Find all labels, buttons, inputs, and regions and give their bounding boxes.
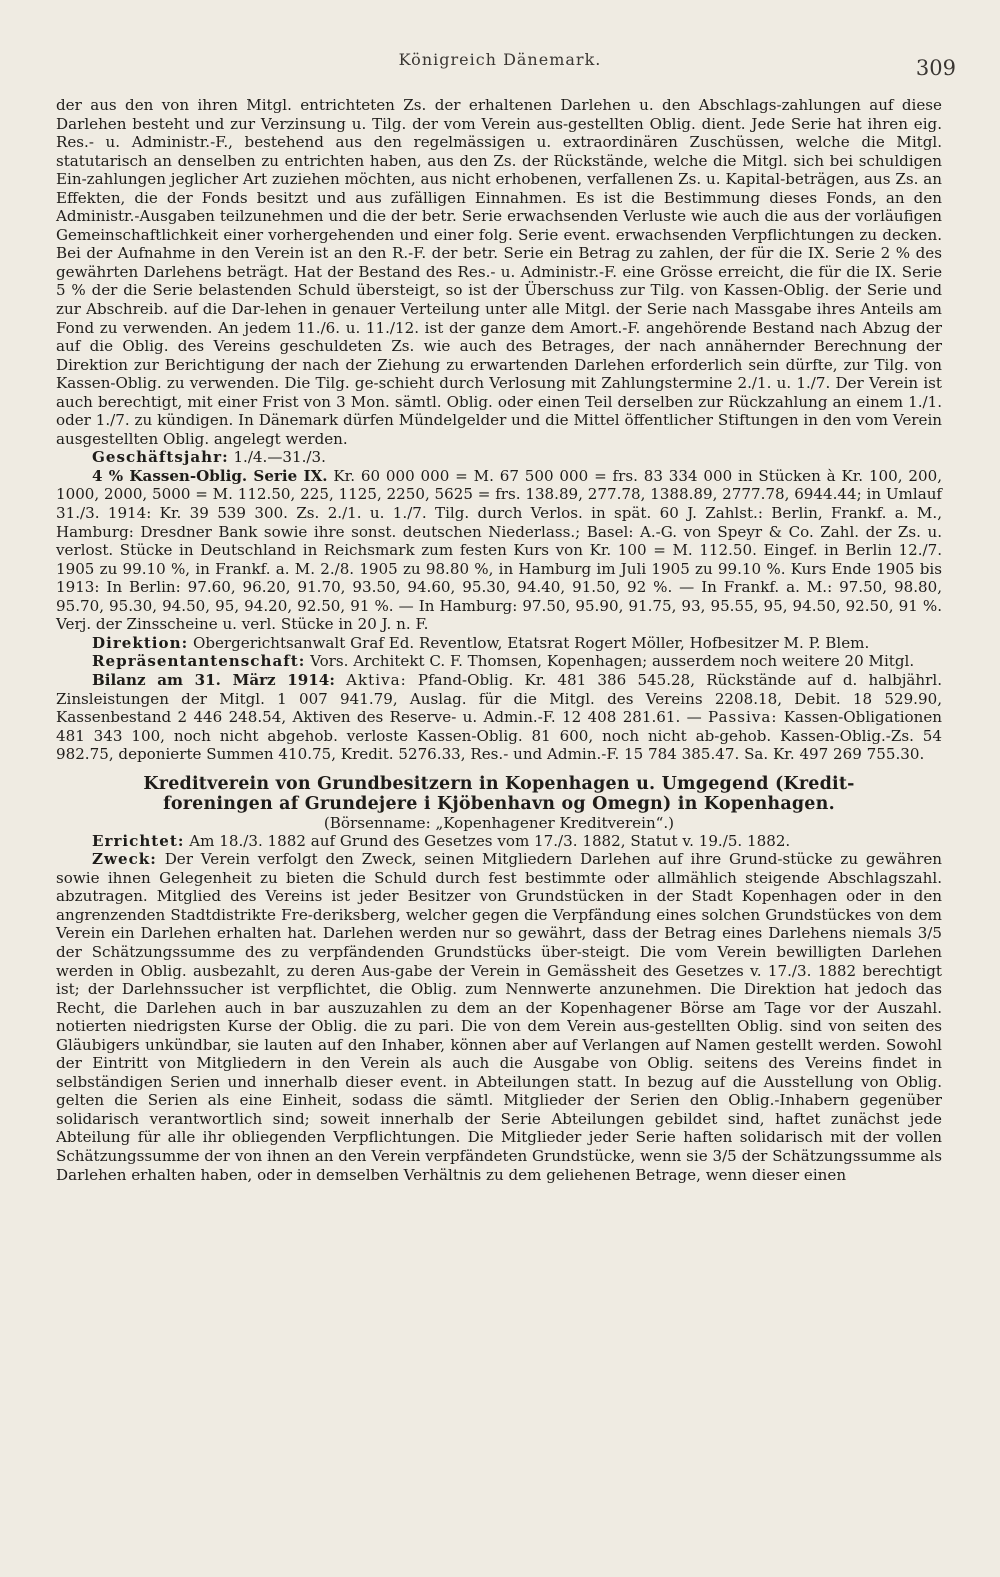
page-number: 309 [915, 56, 956, 80]
field-label: Aktiva: [346, 670, 407, 689]
section-heading-line: foreningen af Grundejere i Kjöbenhavn og Omegn) in Kopenhagen. [163, 793, 835, 814]
field-label: Passiva: [708, 708, 778, 727]
field-label: 4 % Kassen-Oblig. Serie IX. [92, 466, 328, 485]
body-paragraph: der aus den von ihren Mitgl. entrichteten Zs. der erhaltenen Darlehen u. den Abschlags-zahlungen auf diese Darlehen besteht und zur Verzinsung u. Tilg. der vom Verein aus-gestellten Oblig. dient. Jede Serie hat ihren eig. Res.- u. Administr.-F., bestehend aus den regelmässigen u. extraordinären Zuschüssen, welche die Mitgl. statutarisch an denselben zu entrichten haben, aus den Zs. der Rückstände, welche die Mitgl. sich bei schuldigen Ein-zahlungen jeglicher Art zuziehen möchten, aus nicht erhobenen, verfallenen Zs. u. Kapital-beträgen, aus Zs. an Effekten, die der Fonds besitzt und aus zufälligen Einnahmen. Es ist die Bestimmung dieses Fonds, an den Administr.-Ausgaben teilzunehmen und die der betr. Serie erwachsenden Verluste wie auch die aus der vorläufigen Gemeinschaftlichkeit einer vorhergehenden und einer folg. Serie event. erwachsenden Verpflichtungen zu decken. Bei der Aufnahme in den Verein ist an den R.-F. der betr. Serie ein Betrag zu zahlen, der für die IX. Serie 2 % des gewährten Darlehens beträgt. Hat der Bestand des Res.- u. Administr.-F. eine Grösse erreicht, die für die IX. Serie 5 % der die Serie belastenden Schuld übersteigt, so ist der Überschuss zur Tilg. von Kassen-Oblig. der Serie und zur Abschreib. auf die Dar-lehen in genauer Verteilung unter alle Mitgl. der Serie nach Massgabe ihres Anteils am Fond zu verwenden. An jedem 11./6. u. 11./12. ist der ganze dem Amort.-F. angehörende Bestand nach Abzug der auf die Oblig. des Vereins geschuldeten Zs. wie auch des Betrages, der nach annähernder Berechnung der Direktion zur Berichtigung der nach der Ziehung zu erwartenden Darlehen erforderlich sein dürfte, zur Tilg. von Kassen-Oblig. zu verwenden. Die Tilg. ge-schieht durch Verlosung mit Zahlungstermine 2./1. u. 1./7. Der Verein ist auch berechtigt, mit einer Frist von 3 Mon. sämtl. Oblig. oder einen Teil derselben zur Rückzahlung an einem 1./1. oder 1./7. zu kündigen. In Dänemark dürfen Mündelgelder und die Mittel öffentlicher Stiftungen in den vom Verein ausgestellten Oblig. angelegt werden. [56, 96, 942, 448]
field-label: Direktion: [92, 633, 189, 652]
field-text: Am 18./3. 1882 auf Grund des Gesetzes vom 17./3. 1882, Statut v. 19./5. 1882. [184, 831, 791, 850]
field-text: Kr. 60 000 000 = M. 67 500 000 = frs. 83 334 000 in Stücken à Kr. 100, 200, 1000, 2000, 5000 = M. 112.50, 225, 1125, 2250, 5625 = frs. 138.89, 277.78, 1388.89, 2777.78, 6944.44; in Umlauf 31./3. 1914: Kr. 39 539 300. Zs. 2./1. u. 1./7. Tilg. durch Verlos. in spät. 60 J. Zahlst.: Berlin, Frankf. a. M., Hamburg: Dresdner Bank sowie ihre sonst. deutschen Niederlass.; Basel: A.-G. von Speyr & Co. Zahl. der Zs. u. verlost. Stücke in Deutschland in Reichsmark zum festen Kurs von Kr. 100 = M. 112.50. Eingef. in Berlin 12./7. 1905 zu 99.10 %, in Frankf. a. M. 2./8. 1905 zu 98.80 %, in Hamburg im Juli 1905 zu 99.10 %. Kurs Ende 1905 bis 1913: In Berlin: 97.60, 96.20, 91.70, 93.50, 94.60, 95.30, 94.40, 91.50, 92 %. — In Frankf. a. M.: 97.50, 98.80, 95.70, 95.30, 94.50, 95, 94.20, 92.50, 91 %. — In Hamburg: 97.50, 95.90, 91.75, 93, 95.55, 95, 94.50, 92.50, 91 %. Verj. der Zinsscheine u. verl. Stücke in 20 J. n. F. [56, 466, 943, 634]
field-label: Zweck: [92, 850, 157, 869]
body-paragraph [56, 634, 942, 653]
body-paragraph [56, 467, 942, 634]
field-label: Bilanz am 31. März 1914: [92, 670, 335, 689]
section-heading [56, 774, 942, 832]
field-text: Kassen-Obligationen 481 343 100, noch nicht abgehob. verloste Kassen-Oblig. 81 600, noch nicht ab-gehob. Kassen-Oblig.-Zs. 54 982.75, deponierte Summen 410.75, Kredit. 5276.33, Res.- und Admin.-F. 15 784 385.47. Sa. Kr. 497 269 755.30. [56, 708, 942, 764]
field-label: Geschäftsjahr: [92, 448, 229, 467]
running-header: Königreich Dänemark. [398, 50, 602, 69]
field-text: Der Verein verfolgt den Zweck, seinen Mitgliedern Darlehen auf ihre Grund-stücke zu gewähren sowie ihnen Gelegenheit zu bieten die Schuld durch fest bestimmte oder allmählich steigende Abschlagszahl. abzutragen. Mitglied des Vereins ist jeder Besitzer von Grundstücken in der Stadt Kopenhagen oder in den angrenzenden Stadtdistrikte Fre-deriksberg, welcher gegen die Verpfändung eines solchen Grundstückes von dem Verein ein Darlehen erhalten hat. Darlehen werden nur so gewährt, dass der Betrag eines Darlehens niemals 3/5 der Schätzungssumme des zu verpfändenden Grundstücks über-steigt. Die vom Verein bewilligten Darlehen werden in Oblig. ausbezahlt, zu deren Aus-gabe der Verein in Gemässheit des Gesetzes v. 17./3. 1882 berechtigt ist; der Darlehnssucher ist verpflichtet, die Oblig. zum Nennwerte anzunehmen. Die Direktion hat jedoch das Recht, die Darlehen auch in bar auszuzahlen zu dem an der Kopenhagener Börse am Tage vor der Auszahl. notierten niedrigsten Kurse der Oblig. die zu pari. Die von dem Verein aus-gestellten Oblig. sind von seiten des Gläubigers unkündbar, sie lauten auf den Inhaber, können aber auf Verlangen auf Namen gestellt werden. Sowohl der Eintritt von Mitgliedern in den Verein als auch die Ausgabe von Oblig. seitens des Vereins findet in selbständigen Serien und innerhalb dieser event. in Abteilungen statt. In bezug auf die Ausstellung von Oblig. gelten die Serien als eine Einheit, sodass die sämtl. Mitglieder der Serien den Oblig.-Inhabern gegenüber solidarisch verantwortlich sind; soweit innerhalb der Serie Abteilungen gebildet sind, haftet zunächst jede Abteilung für alle ihr obliegenden Verpflichtungen. Die Mitglieder jeder Serie haften solidarisch mit der vollen Schätzungssumme der von ihnen an den Verein verpfändeten Grundstücke, wenn sie 3/5 der Schätzungssumme als Darlehen erhalten haben, oder in demselben Verhältnis zu dem geliehenen Betrage, wenn dieser einen [56, 850, 942, 1184]
section-heading-line: Kreditverein von Grundbesitzern in Kopenhagen u. Umgegend (Kredit- [143, 773, 855, 794]
body-paragraph [56, 448, 942, 467]
field-text: Pfand-Oblig. Kr. 481 386 545.28, Rückstände auf d. halbjährl. Zinsleistungen der Mitgl. 1 007 941.79, Auslag. für die Mitgl. des Vereins 2208.18, Debit. 18 529.90, Kassenbestand 2 446 248.54, Aktiven des Reserve- u. Admin.-F. 12 408 281.61. — [56, 670, 942, 727]
body-paragraph [56, 652, 942, 671]
field-text: Vors. Architekt C. F. Thomsen, Kopenhagen; ausserdem noch weitere 20 Mitgl. [305, 652, 915, 671]
field-label: Repräsentantenschaft: [92, 652, 306, 671]
body-paragraph [56, 671, 942, 764]
body-paragraph [56, 850, 942, 1184]
page-body [56, 96, 942, 1184]
field-text: Obergerichtsanwalt Graf Ed. Reventlow, Etatsrat Rogert Möller, Hofbesitzer M. P. Blem. [188, 633, 870, 652]
body-paragraph [56, 832, 942, 851]
section-subheading: (Börsenname: „Kopenhagener Kreditverein“.) [323, 813, 675, 832]
field-text: 1./4.—31./3. [228, 448, 326, 467]
field-label: Errichtet: [92, 831, 185, 850]
